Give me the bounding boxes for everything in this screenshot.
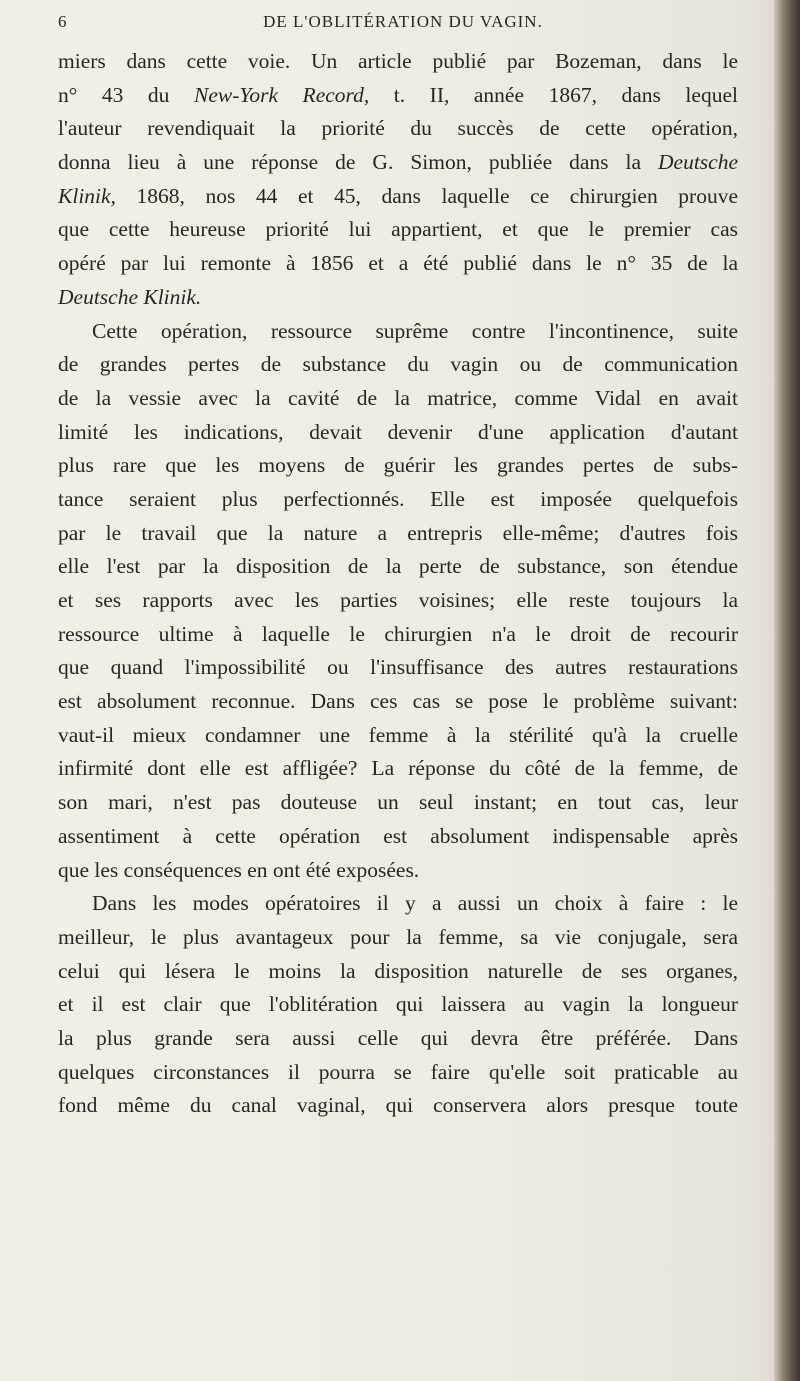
text-segment: et il est clair que l'oblitération qui laissera au vagin la longueur: [58, 992, 738, 1017]
text-line: [58, 382, 738, 416]
text-segment: opéré par lui remonte à 1856 et a été publié dans le n° 35 de la: [58, 251, 738, 276]
text-line: [58, 820, 738, 854]
text-segment: celui qui lésera le moins la disposition naturelle de ses organes,: [58, 958, 738, 983]
text-segment: assentiment à cette opération est absolument indispensable après: [58, 823, 738, 848]
text-line: [58, 887, 738, 921]
text-line: [58, 921, 738, 955]
body-text: [58, 45, 738, 1123]
text-segment: de la vessie avec la cavité de la matrice, comme Vidal en avait: [58, 385, 738, 410]
text-line: [58, 1022, 738, 1056]
text-line: [58, 45, 738, 79]
text-segment: que quand l'impossibilité ou l'insuffisance des autres restaurations: [58, 655, 738, 680]
text-segment: et ses rapports avec les parties voisines; elle reste toujours la: [58, 588, 738, 612]
text-line: [58, 719, 738, 753]
text-line: [58, 146, 738, 180]
text-segment: meilleur, le plus avantageux pour la femme, sa vie conjugale, sera: [58, 924, 738, 949]
text-segment: miers dans cette voie. Un article publié par Bozeman, dans le: [58, 49, 738, 73]
italic-text: Deutsche Klinik.: [58, 284, 202, 309]
italic-text: New-York Record: [193, 82, 364, 107]
page-number: 6: [58, 12, 67, 31]
text-line: [58, 517, 738, 551]
text-segment: tance seraient plus perfectionnés. Elle est imposée quelquefois: [58, 486, 738, 511]
text-segment: n° 43 du: [58, 82, 194, 107]
text-segment: par le travail que la nature a entrepris elle-même; d'autres fois: [58, 520, 738, 545]
text-segment: limité les indications, devait devenir d'une application d'autant: [58, 419, 738, 444]
page-header: [58, 8, 748, 38]
text-segment: son mari, n'est pas douteuse un seul instant; en tout cas, leur: [58, 790, 738, 815]
text-line: [58, 685, 738, 719]
text-line: [58, 752, 738, 786]
text-segment: est absolument reconnue. Dans ces cas se pose le problème suivant:: [58, 689, 738, 714]
text-line: [58, 180, 738, 214]
text-line: [58, 1056, 738, 1090]
text-line: [58, 348, 738, 382]
text-line: [58, 213, 738, 247]
text-line: [58, 315, 738, 349]
text-segment: que cette heureuse priorité lui appartient, et que le premier cas: [58, 217, 738, 242]
text-line: [58, 651, 738, 685]
text-line: [58, 112, 738, 146]
text-segment: ressource ultime à laquelle le chirurgien n'a le droit de recourir: [58, 621, 738, 646]
text-segment: fond même du canal vaginal, qui conservera alors presque toute: [58, 1093, 738, 1118]
text-line: [58, 79, 738, 113]
text-segment: de grandes pertes de substance du vagin ou de communication: [58, 352, 738, 377]
text-line: [58, 247, 738, 281]
running-title: DE L'OBLITÉRATION DU VAGIN.: [263, 12, 543, 31]
book-binding-edge: [774, 0, 800, 1381]
text-segment: 1868, nos 44 et 45, dans laquelle ce chirurgien prouve: [115, 183, 738, 208]
text-segment: Cette opération, ressource suprême contre l'incontinence, suite: [92, 318, 738, 343]
text-line: [58, 955, 738, 989]
text-line: [58, 854, 738, 888]
text-segment: plus rare que les moyens de guérir les grandes pertes de subs-: [58, 453, 738, 478]
text-line: [58, 550, 738, 584]
text-segment: infirmité dont elle est affligée? La réponse du côté de la femme, de: [58, 756, 738, 781]
text-line: [58, 618, 738, 652]
text-line: [58, 449, 738, 483]
text-line: [58, 1089, 738, 1123]
text-line: [58, 786, 738, 820]
italic-text: Deutsche: [658, 150, 738, 175]
text-segment: donna lieu à une réponse de G. Simon, publiée dans la: [58, 150, 658, 175]
text-line: [58, 483, 738, 517]
text-line: [58, 584, 738, 618]
text-line: [58, 416, 738, 450]
italic-text: Klinik,: [58, 183, 116, 208]
text-segment: , t. II, année 1867, dans lequel: [363, 82, 738, 107]
text-segment: elle l'est par la disposition de la perte de substance, son étendue: [58, 554, 738, 579]
text-line: [58, 988, 738, 1022]
text-segment: quelques circonstances il pourra se faire qu'elle soit praticable au: [58, 1059, 738, 1084]
text-segment: Dans les modes opératoires il y a aussi un choix à faire : le: [92, 891, 738, 916]
text-segment: que les conséquences en ont été exposées.: [58, 857, 420, 882]
text-segment: vaut-il mieux condamner une femme à la stérilité qu'à la cruelle: [58, 722, 738, 747]
text-line: [58, 281, 738, 315]
text-segment: la plus grande sera aussi celle qui devra être préférée. Dans: [58, 1025, 738, 1050]
text-segment: l'auteur revendiquait la priorité du succès de cette opération,: [58, 116, 738, 141]
